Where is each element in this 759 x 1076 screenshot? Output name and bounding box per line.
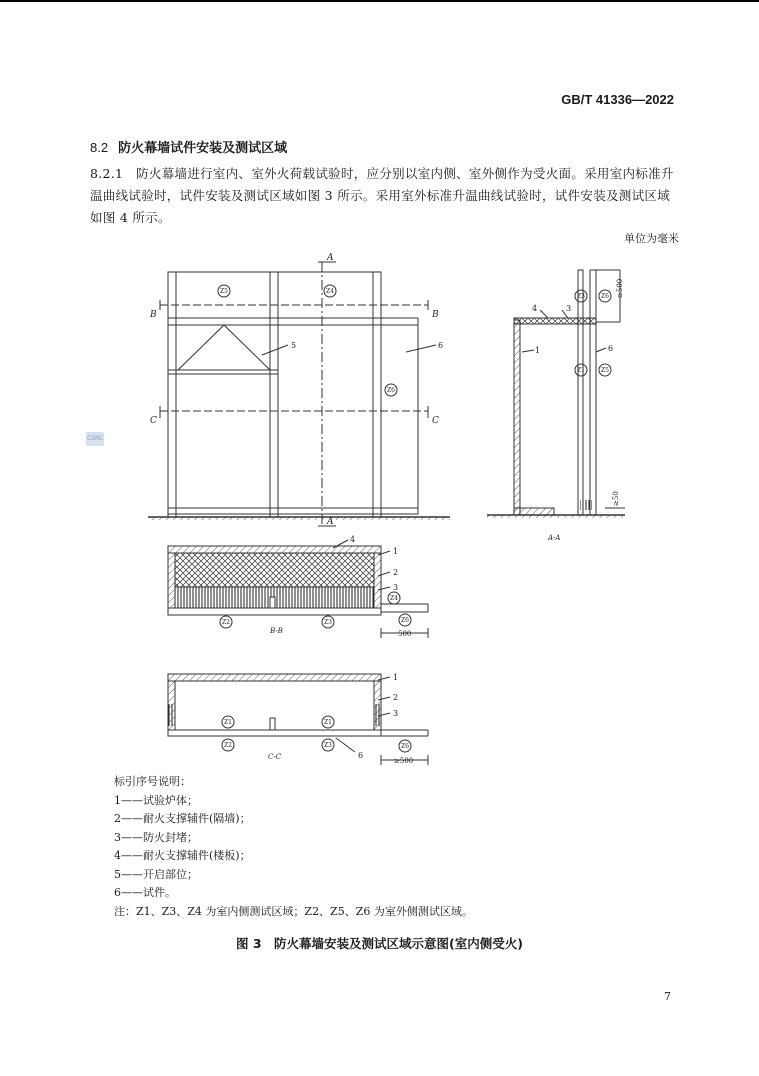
legend-item: 3——防火封堵； [114,830,198,844]
section-label: C-C [268,753,282,761]
figure-caption: 图 3 防火幕墙安装及测试区域示意图(室内侧受火) [236,936,523,951]
callout-number: 4 [532,304,538,313]
section-label: A-A [548,534,561,542]
zone-label: Z3 [324,742,332,749]
section-mark-C: C [432,416,439,426]
callout-number: 6 [358,751,364,760]
standard-number: GB/T 41336—2022 [561,92,674,107]
zone-label: Z1 [577,367,585,374]
callout-number: 2 [393,568,399,577]
legend-note: 注：Z1、Z3、Z4 为室内侧测试区域；Z2、Z5、Z6 为室外侧测试区域。 [114,904,473,918]
zone-label: Z2 [224,742,232,749]
zone-label: Z4 [390,595,398,602]
zone-label: Z6 [601,293,609,300]
unit-note: 单位为毫米 [624,232,679,245]
legend-item: 6——试件。 [114,886,176,899]
clause-text: 防火幕墙进行室内、室外火荷载试验时，应分别以室内侧、室外侧作为受火面。采用室内标准升温曲线试验时，试件安装及测试区域如图 3 所示。采用室外标准升温曲线试验时，试件安装及测试区域如图 4 所示。 [90,166,674,225]
callout-number: 3 [566,304,572,313]
section-AA [487,270,625,518]
zone-label: Z5 [601,367,609,374]
dimension-label: ≥50 [612,491,620,506]
zone-label: Z2 [222,619,230,626]
section-mark-A: A [327,517,334,527]
legend-item: 2——耐火支撑辅件(隔墙)； [114,812,251,825]
callout-number: 5 [291,341,297,350]
zone-label: Z1 [324,719,332,726]
section-CC [168,674,428,765]
dimension-label: ≥500 [394,757,414,765]
zone-label: Z6 [401,743,409,750]
page-number: 7 [664,990,671,1003]
zone-label: Z5 [220,288,228,295]
dimension-label: 500 [398,630,412,638]
clause-number: 8.2.1 [90,166,124,181]
section-mark-C: C [150,416,157,426]
legend-item: 5——开启部位； [114,867,198,881]
section-label: B-B [270,627,283,635]
legend [114,773,473,921]
legend-item: 1——试验炉体； [114,793,198,807]
callout-number: 1 [393,673,399,682]
callout-number: 3 [393,583,399,592]
zone-label: Z3 [324,619,332,626]
section-mark-B: B [432,310,439,320]
zone-label: Z1 [224,719,232,726]
callout-number: 6 [438,341,444,350]
section-mark-B: B [150,310,157,320]
zone-label: Z4 [326,288,334,295]
front-view [148,262,450,526]
zone-label: Z6 [401,617,409,624]
zone-label: Z3 [577,293,585,300]
dimension-label: ≥500 [616,278,624,298]
callout-number: 1 [535,346,541,355]
callout-number: 3 [393,709,399,718]
callout-number: 6 [608,344,614,353]
legend-item: 4——耐火支撑辅件(楼板)； [114,849,251,862]
zone-label: Z6 [387,387,395,394]
legend-title: 标引序号说明： [114,775,191,788]
watermark-stamp: CSRC [86,432,104,446]
section-number: 8.2 [90,140,109,155]
callout-number: 2 [393,693,399,702]
callout-number: 1 [393,547,399,556]
section-mark-A: A [327,253,334,263]
callout-number: 4 [350,535,356,544]
section-title: 防火幕墙试件安装及测试区域 [118,141,288,156]
section-BB [168,540,428,638]
